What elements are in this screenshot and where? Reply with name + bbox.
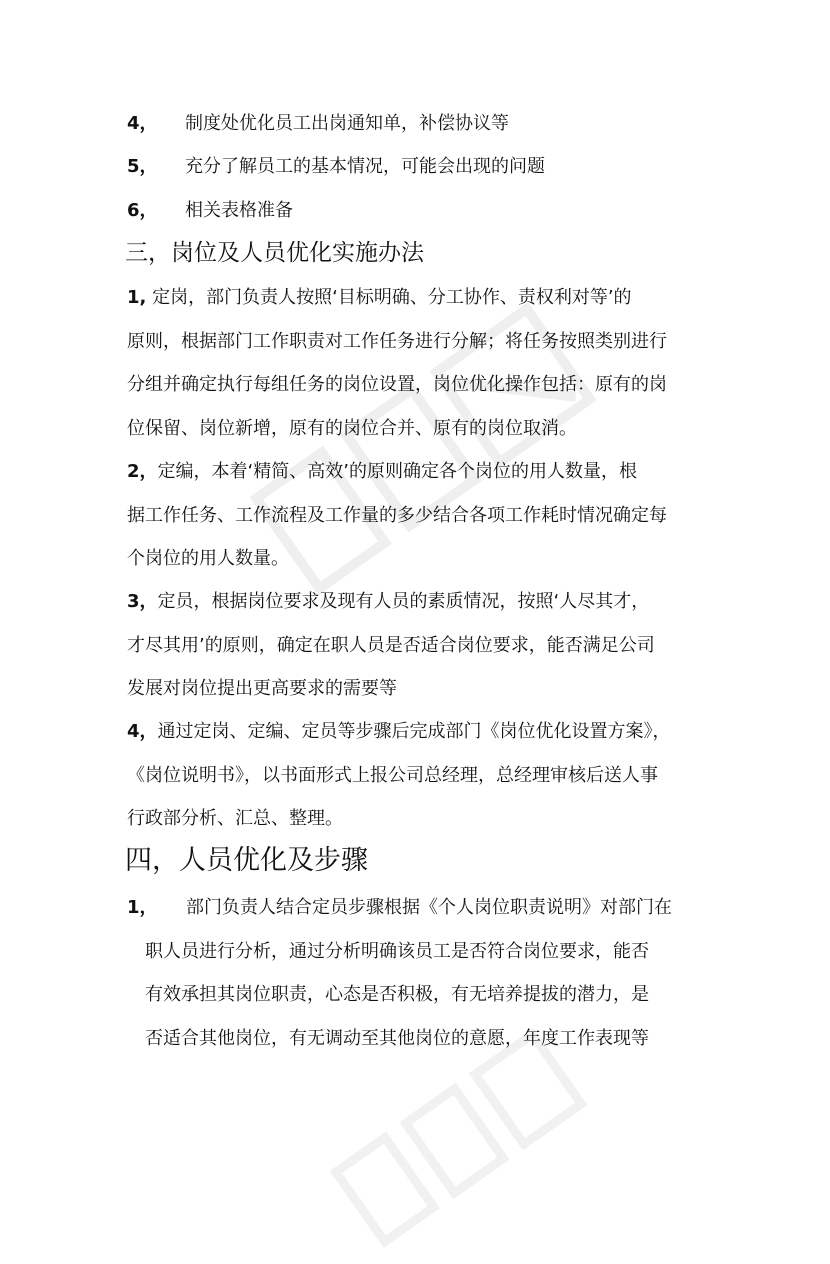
paragraph-line: 原则，根据部门工作职责对工作任务进行分解；将任务按照类别进行 [127, 330, 667, 352]
list-item-5 [127, 155, 545, 179]
section-4-heading: 四，人员优化及步骤 [125, 845, 368, 876]
list-item-4 [127, 112, 509, 136]
paragraph-line: 分组并确定执行每组任务的岗位设置，岗位优化操作包括：原有的岗 [127, 374, 667, 395]
paragraph-line: 个岗位的用人数量。 [127, 548, 289, 569]
step-item-1 [127, 886, 712, 1060]
paragraph-4 [127, 710, 707, 841]
paragraph-2 [127, 450, 707, 581]
paragraph-number: 1, [127, 287, 147, 308]
step-line: 有效承担其岗位职责，心态是否积极，有无培养提拔的潜力，是 [145, 984, 649, 1005]
list-item-6 [127, 199, 293, 223]
paragraph-line: 2，定编，本着‘精简、高效’的原则确定各个岗位的用人数量，根 [127, 461, 637, 482]
list-text: 相关表格准备 [185, 200, 293, 221]
paragraph-line: 发展对岗位提出更高要求的需要等 [127, 678, 397, 699]
step-number: 1， [127, 897, 158, 918]
paragraph-number: 2， [127, 461, 158, 482]
step-line: 否适合其他岗位，有无调动至其他岗位的意愿，年度工作表现等 [145, 1027, 649, 1049]
paragraph-3 [127, 580, 707, 711]
paragraph-line: 才尽其用’的原则，确定在职人员是否适合岗位要求，能否满足公司 [127, 634, 655, 656]
step-line: 职人员进行分析，通过分析明确该员工是否符合岗位要求，能否 [145, 940, 649, 962]
paragraph-line: 位保留、岗位新增，原有的岗位合并、原有的岗位取消。 [127, 417, 577, 439]
paragraph-number: 4， [127, 721, 158, 742]
section-3-heading: 三，岗位及人员优化实施办法 [125, 240, 424, 266]
paragraph-line: 行政部分析、汇总、整理。 [127, 808, 343, 829]
paragraph-line: 3，定员，根据岗位要求及现有人员的素质情况，按照‘人尽其才， [127, 591, 650, 612]
paragraph-1 [127, 276, 707, 450]
list-text: 制度处优化员工出岗通知单，补偿协议等 [185, 113, 509, 134]
paragraph-line: 4，通过定岗、定编、定员等步骤后完成部门《岗位优化设置方案》， [127, 721, 671, 742]
paragraph-line: 1, 定岗，部门负责人按照‘目标明确、分工协作、责权利对等’的 [127, 287, 632, 308]
paragraph-number: 3， [127, 591, 158, 612]
list-text: 充分了解员工的基本情况，可能会出现的问题 [185, 156, 545, 177]
list-number: 5， [127, 156, 158, 177]
list-number: 4， [127, 113, 158, 134]
list-number: 6， [127, 200, 158, 221]
step-line: 部门负责人结合定员步骤根据《个人岗位职责说明》对部门在 [186, 897, 672, 918]
paragraph-line: 《岗位说明书》，以书面形式上报公司总经理，总经理审核后送人事 [127, 764, 658, 786]
paragraph-line: 据工作任务、工作流程及工作量的多少结合各项工作耗时情况确定每 [127, 504, 667, 526]
